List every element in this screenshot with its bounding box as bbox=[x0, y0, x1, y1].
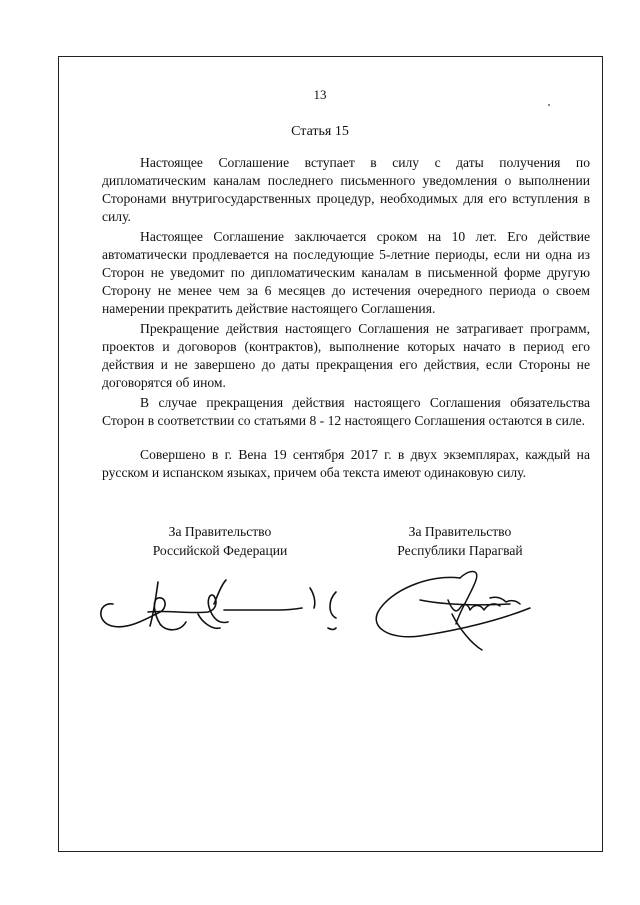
paragraph-entry-into-force: Настоящее Соглашение вступает в силу с даты получения по дипломатическим каналам последнего письменного уведомления о выполнении Сторонами внутригосударственных процедур, необходимых для его вступления в силу. bbox=[102, 155, 590, 224]
paragraph-term: Настоящее Соглашение заключается сроком на 10 лет. Его действие автоматически продлевается на последующие 5-летние периоды, если ни одна из Сторон не уведомит по дипломатическим каналам в письменной форме другую Сторону не менее чем за 6 месяцев до истечения очередного периода о своем намерении прекратить действие настоящего Соглашения. bbox=[102, 229, 590, 316]
signature-paraguay bbox=[360, 560, 540, 655]
paragraph-termination-effect: Прекращение действия настоящего Соглашения не затрагивает программ, проектов и договоров (контрактов), выполнение которых начато в период его действия и не завершено до даты прекращения его действия, если Стороны не договорятся об ином. bbox=[102, 321, 590, 390]
signature-russia bbox=[88, 574, 358, 654]
page-number: 13 bbox=[313, 87, 327, 102]
signatory-paraguay-line2: Республики Парагвай bbox=[397, 543, 523, 558]
signatory-russia-line2: Российской Федерации bbox=[152, 543, 288, 558]
article-body bbox=[102, 154, 590, 484]
article-title: Статья 15 bbox=[291, 124, 349, 139]
paragraph-done-at: Совершено в г. Вена 19 сентября 2017 г. в двух экземплярах, каждый на русском и испанском языках, причем оба текста имеют одинаковую силу. bbox=[102, 447, 590, 480]
signatory-paraguay bbox=[360, 522, 560, 560]
signatory-paraguay-line1: За Правительство bbox=[408, 524, 512, 539]
scan-speck bbox=[548, 104, 550, 106]
signatory-russia bbox=[120, 522, 320, 560]
signatory-russia-line1: За Правительство bbox=[168, 524, 272, 539]
paragraph-obligations: В случае прекращения действия настоящего Соглашения обязательства Сторон в соответствии со статьями 8 - 12 настоящего Соглашения остаются в силе. bbox=[102, 395, 590, 428]
